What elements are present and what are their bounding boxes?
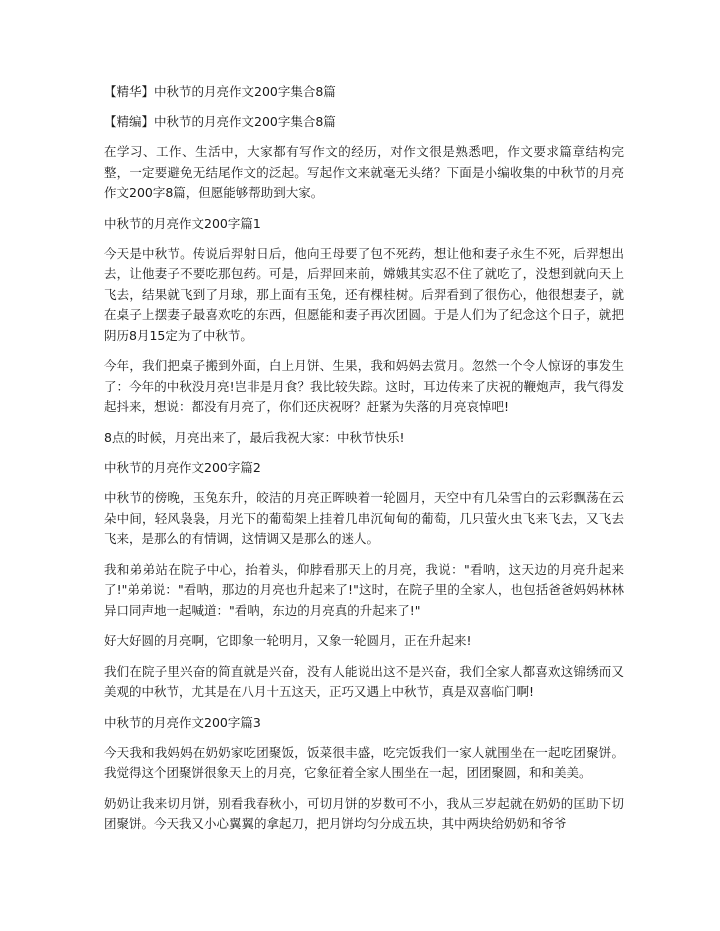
paragraph: 我和弟弟站在院子中心，抬着头，仰脖看那天上的月亮，我说："看呐，这天边的月亮升起来了!"弟弟说："看呐，那边的月亮也升起来了!"这时，在院子里的全家人，也包括爸爸妈妈林林异口同声地一起喊道："看呐，东边的月亮真的升起来了!" <box>104 561 624 618</box>
paragraph: 好大好圆的月亮啊，它即象一轮明月，又象一轮圆月，正在升起来! <box>104 633 472 648</box>
intro-paragraph: 在学习、工作、生活中，大家都有写作文的经历，对作文很是熟悉吧，作文要求篇章结构完整，一定要避免无结尾作文的泛起。写起作文来就毫无头绪？下面是小编收集的中秋节的月亮作文200字8篇，但愿能够帮助到大家。 <box>104 144 624 200</box>
paragraph: 中秋节的傍晚，玉兔东升，皎洁的月亮正晖映着一轮圆月，天空中有几朵雪白的云彩飘荡在云朵中间，轻风袅袅，月光下的葡萄架上挂着几串沉甸甸的葡萄，几只萤火虫飞来飞去，又飞去飞来，是那么的有情调，这情调又是那么的迷人。 <box>104 490 624 546</box>
document-subtitle: 【精编】中秋节的月亮作文200字集合8篇 <box>104 114 336 129</box>
section-heading: 中秋节的月亮作文200字篇2 <box>104 460 261 475</box>
paragraph: 奶奶让我来切月饼，别看我春秋小，可切月饼的岁数可不小，我从三岁起就在奶奶的匡助下切团聚饼。今天我又小心翼翼的拿起刀，把月饼均匀分成五块，其中两块给奶奶和爷爷 <box>104 795 624 831</box>
document-title: 【精华】中秋节的月亮作文200字集合8篇 <box>104 84 336 99</box>
paragraph: 今天是中秋节。传说后羿射日后，他向王母要了包不死药，想让他和妻子永生不死，后羿想出去，让他妻子不要吃那包药。可是，后羿回来前，嫦娥其实忍不住了就吃了，没想到就向天上飞去，结果就飞到了月球，那上面有玉兔，还有棵桂树。后羿看到了很伤心，他很想妻子，就在桌子上摆妻子最喜欢吃的东西，但愿能和妻子再次团圆。于是人们为了纪念这个日子，就把阴历8月15定为了中秋节。 <box>104 245 624 343</box>
paragraph: 我们在院子里兴奋的简直就是兴奋，没有人能说出这不是兴奋，我们全家人都喜欢这锦绣而又美观的中秋节，尤其是在八月十五这天，正巧又遇上中秋节，真是双喜临门啊! <box>104 663 624 699</box>
paragraph: 今年，我们把桌子搬到外面，白上月饼、生果，我和妈妈去赏月。忽然一个令人惊讶的事发生了：今年的中秋没月亮!岂非是月食？我比较失踪。这时，耳边传来了庆祝的鞭炮声，我气得发起抖来，想说：都没有月亮了，你们还庆祝呀？赶紧为失落的月亮哀悼吧! <box>104 358 624 414</box>
section-heading: 中秋节的月亮作文200字篇1 <box>104 215 261 231</box>
paragraph: 今天我和我妈妈在奶奶家吃团聚饭，饭菜很丰盛，吃完饭我们一家人就围坐在一起吃团聚饼。我觉得这个团聚饼很象天上的月亮，它象征着全家人围坐在一起，团团聚圆，和和美美。 <box>104 744 624 780</box>
document-page <box>104 82 624 845</box>
paragraph: 8点的时候，月亮出来了，最后我祝大家：中秋节快乐! <box>104 429 405 445</box>
section-heading: 中秋节的月亮作文200字篇3 <box>104 714 261 730</box>
